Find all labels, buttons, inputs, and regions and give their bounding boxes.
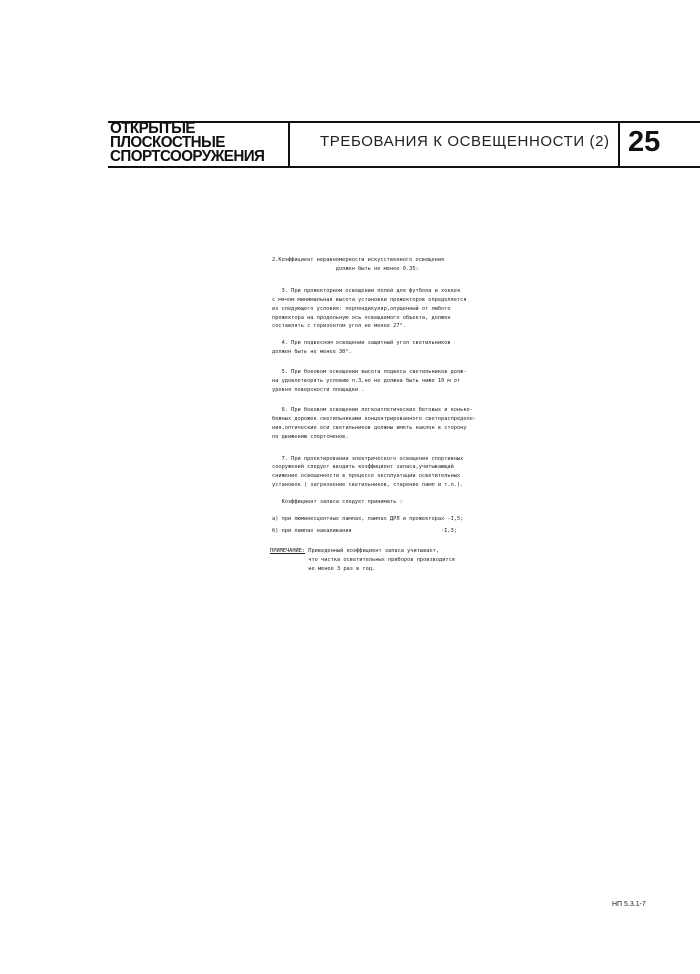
text-line: 2.Коэффициент неравномерности искусственного освещения <box>272 257 445 263</box>
reserve-intro: Коэффициент запаса следует принимать : <box>272 499 403 506</box>
text-line: сооружений следует вводить коэффициент запаса,учитывающий <box>272 464 454 471</box>
series-title <box>110 122 284 164</box>
series-title-line: СПОРТСООРУЖЕНИЯ <box>110 148 265 165</box>
sheet-title: ТРЕБОВАНИЯ К ОСВЕЩЕННОСТИ (2) <box>320 133 610 150</box>
document-code: НП 5.3.1-7 <box>612 901 646 908</box>
text-line: 5. При боковом освещении высота подвеса светильников долж- <box>272 369 467 376</box>
text-line: уровня поверхности площадки . <box>272 386 365 393</box>
header-divider-2 <box>618 121 620 168</box>
text-line: должен быть не менее 30°. <box>272 349 352 356</box>
text-line: 3. При прожекторном освещении полей для футбола и хоккея <box>272 287 461 294</box>
sheet-number: 25 <box>628 126 661 158</box>
text-line: на удовлетворять условию п.3,но не должна быть ниже 10 м от <box>272 378 461 385</box>
item-7 <box>272 455 532 491</box>
note-line: Приведенный коэффициент запаса учитывает, <box>305 547 440 554</box>
text-line: с мячом минимальная высота установки прожекторов определяется <box>272 296 467 303</box>
note-line: не менее 3 раз в год. <box>270 565 376 572</box>
header-divider-1 <box>288 121 290 168</box>
text-line: 7. При проектировании электрического освещения спортивных <box>272 455 464 462</box>
text-line: ния,оптические оси светильников должны иметь наклон в сторону <box>272 424 467 431</box>
item-6 <box>272 406 532 442</box>
text-line: составлять с горизонтом угол не менее 27°. <box>272 323 406 330</box>
item-2 <box>272 256 532 274</box>
item-5 <box>272 368 532 395</box>
text-line: по движению спортсменов. <box>272 433 349 440</box>
text-line: бежных дорожек светильниками концентрированного светораспределе- <box>272 415 477 422</box>
text-line: из следующего условия: перпендикуляр,опущенный от любого <box>272 305 451 312</box>
item-4 <box>272 339 532 357</box>
requirements-text <box>272 256 532 574</box>
text-line: должен быть не менее 0.35: <box>272 265 419 272</box>
text-line: 6. При боковом освещении легкоатлетических беговых и конько- <box>272 406 473 413</box>
text-line: установок ( загрязнение светильников, старение ламп и т.л.). <box>272 482 464 489</box>
item-3 <box>272 287 532 332</box>
text-line: 4. При подвесном освещении защитный угол светильников <box>272 340 451 347</box>
note-line: что чистка осветительных приборов производится <box>270 556 455 563</box>
text-line: снижение освещенности в процессе эксплуатации осветительных <box>272 473 461 480</box>
reserve-item: а) при люминесцентных лампах, лампах ДРЛ и прожекторах -I,5; <box>272 516 464 523</box>
series-title-line: ПЛОСКОСТНЫЕ <box>110 134 225 151</box>
note-label: ПРИМЕЧАНИЕ: <box>270 547 306 554</box>
text-line: прожектора на продольную ось освещаемого объекта, должен <box>272 314 451 321</box>
series-title-line: ОТКРЫТЫЕ <box>110 120 195 137</box>
note <box>270 547 532 574</box>
header-bottom-rule <box>108 166 700 168</box>
header-frame <box>108 121 700 167</box>
reserve-item: б) при лампах накаливания -I,3; <box>272 527 457 534</box>
